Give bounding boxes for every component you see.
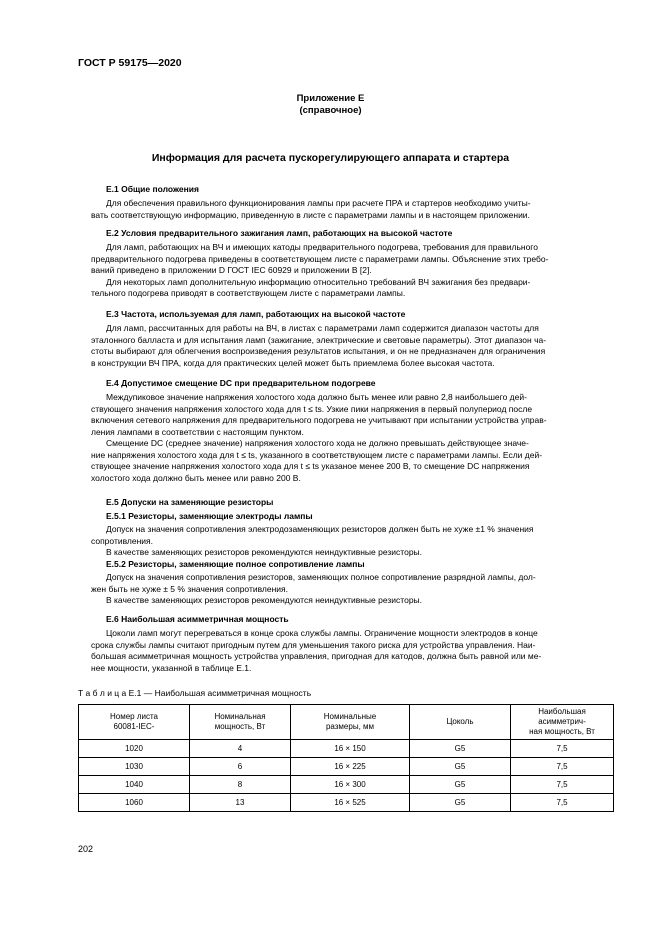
- header-line: Наибольшая асимметрич-: [538, 707, 586, 726]
- section-body-e2: [91, 242, 615, 300]
- section-body-e1: [91, 198, 615, 221]
- text-line: ние напряжения холостого хода для t ≤ ts, указанного в соответствующем листе с параметрами лампы. Если дей-: [91, 449, 543, 460]
- table-cell: 7,5: [511, 776, 614, 794]
- header-line: ная мощность, Вт: [529, 727, 595, 736]
- header-line: Номинальные: [323, 712, 377, 721]
- text-line: В качестве заменяющих резисторов рекомендуются неиндуктивные резисторы.: [106, 595, 423, 605]
- header-line: Цоколь: [446, 717, 474, 726]
- header-line: Номер листа: [109, 712, 158, 721]
- table-row: [79, 740, 614, 758]
- text-line: включения сетевого напряжения для предварительного подогрева не учитывают при испытании устройства управ-: [91, 415, 547, 425]
- main-title: Информация для расчета пускорегулирующего аппарата и стартера: [151, 152, 510, 164]
- text-line: Допуск на значения сопротивления резисторов, заменяющих полное сопротивление разрядной лампы, дол-: [106, 572, 536, 582]
- table-cell: 16 × 225: [291, 758, 410, 776]
- table-cell: 1040: [79, 776, 190, 794]
- column-header-sheet: [79, 705, 190, 740]
- text-line: Допуск на значения сопротивления электродозаменяющих резисторов должен быть не хуже ±1 % значения: [106, 524, 534, 534]
- table-cell: 4: [190, 740, 291, 758]
- column-header-size: [291, 705, 410, 740]
- text-line: ления лампами в соответствии с настоящим пунктом.: [91, 426, 304, 437]
- text-line: Междупиковое значение напряжения холостого хода должно быть менее или равно 2,8 наибольшего дей-: [106, 392, 527, 402]
- table-cell: 16 × 300: [291, 776, 410, 794]
- section-body-e6: [91, 628, 615, 674]
- column-header-max-power: [511, 705, 614, 740]
- section-heading-e6: Е.6 Наибольшая асимметричная мощность: [106, 614, 289, 624]
- table-cell: 1020: [79, 740, 190, 758]
- section-body-e52: [91, 572, 615, 607]
- text-line: Для некоторых ламп дополнительную информацию относительно требований ВЧ зажигания без предвари-: [106, 276, 531, 287]
- power-table: [78, 704, 614, 812]
- section-heading-e52: Е.5.2 Резисторы, заменяющие полное сопротивление лампы: [106, 559, 365, 569]
- text-line: тельного подогрева приводят в соответствующем листе с параметрами лампы.: [91, 288, 406, 298]
- text-line: сопротивления.: [91, 535, 153, 546]
- page-number: 202: [78, 844, 94, 854]
- section-heading-e4: Е.4 Допустимое смещение DC при предварительном подогреве: [106, 378, 376, 388]
- table-row: [79, 794, 614, 812]
- table-row: [79, 758, 614, 776]
- section-body-e3: [91, 323, 615, 369]
- header-line: Номинальная: [214, 712, 266, 721]
- table-cell: G5: [410, 776, 511, 794]
- table-cell: 8: [190, 776, 291, 794]
- section-heading-e51: Е.5.1 Резисторы, заменяющие электроды лампы: [106, 511, 313, 521]
- table-cell: G5: [410, 794, 511, 812]
- appendix-title: Приложение Е: [296, 93, 365, 104]
- section-body-e51: [91, 524, 615, 559]
- table-cell: 1060: [79, 794, 190, 812]
- text-line: стоты выбирают для облегчения воспроизведения результатов испытания, и он не предназначен для ограничения: [91, 346, 546, 356]
- text-line: предварительного подогрева приведены в соответствующем листе с параметрами лампы. Объяснение этих требо-: [91, 253, 549, 264]
- table-row: [79, 776, 614, 794]
- table-cell: G5: [410, 740, 511, 758]
- text-line: холостого хода должно быть менее или равно 200 В.: [91, 472, 301, 483]
- text-line: Для ламп, рассчитанных для работы на ВЧ, в листах с параметрами ламп содержится диапазон частоты для: [106, 323, 539, 333]
- table-cell: 1030: [79, 758, 190, 776]
- text-line: срока службы лампы считают пригодным путем для уменьшения такого риска для устройства управления. Наи-: [91, 639, 536, 650]
- header-line: 60081-IEC-: [113, 722, 155, 731]
- section-heading-e5: Е.5 Допуски на заменяющие резисторы: [106, 497, 274, 507]
- table-caption: Т а б л и ц а Е.1 — Наибольшая асимметричная мощность: [78, 688, 312, 698]
- table-cell: 16 × 150: [291, 740, 410, 758]
- text-line: эталонного балласта и для испытания ламп (зажигание, электрические и световые параметры). Этот диапазон ча-: [91, 334, 547, 345]
- table-cell: 16 × 525: [291, 794, 410, 812]
- text-line: Для ламп, работающих на ВЧ и имеющих катоды предварительного подогрева, требования для правильного: [106, 242, 538, 252]
- column-header-cap: [410, 705, 511, 740]
- text-line: В качестве заменяющих резисторов рекомендуются неиндуктивные резисторы.: [106, 547, 423, 557]
- table-cell: 7,5: [511, 758, 614, 776]
- table-cell: 6: [190, 758, 291, 776]
- column-header-power: [190, 705, 291, 740]
- table-cell: 7,5: [511, 740, 614, 758]
- text-line: жен быть не хуже ± 5 % значения сопротивления.: [91, 583, 289, 594]
- table-cell: G5: [410, 758, 511, 776]
- section-body-e4: [91, 392, 615, 484]
- document-header: ГОСТ Р 59175—2020: [78, 57, 182, 69]
- text-line: Смещение DC (среднее значение) напряжения холостого хода не должно превышать действующее значе-: [106, 438, 529, 448]
- section-heading-e3: Е.3 Частота, используемая для ламп, работающих на высокой частоте: [106, 309, 406, 319]
- text-line: в конструкции ВЧ ПРА, когда для практических целей может быть приемлема более высокая частота.: [91, 357, 495, 368]
- text-line: Цоколи ламп могут перегреваться в конце срока службы лампы. Ограничение мощности электродов в конце: [106, 628, 538, 638]
- section-heading-e2: Е.2 Условия предварительного зажигания ламп, работающих на высокой частоте: [106, 228, 453, 238]
- appendix-subtitle: (справочное): [299, 105, 362, 116]
- header-line: размеры, мм: [325, 722, 375, 731]
- text-line: вать соответствующую информацию, приведенную в листе с параметрами лампы и в настоящем приложении.: [91, 209, 530, 220]
- text-line: ствующее значение напряжения холостого хода для t ≤ ts указаное менее 200 В, то смещение DC напряжения: [91, 461, 530, 471]
- text-line: большая асимметричная мощность устройства управления, пригодная для катодов, должна быть равной или ме-: [91, 651, 542, 661]
- section-heading-e1: Е.1 Общие положения: [106, 184, 199, 194]
- header-line: мощность, Вт: [214, 722, 266, 731]
- table-cell: 7,5: [511, 794, 614, 812]
- text-line: ствующего значения напряжения холостого хода для t ≤ ts. Узкие пики напряжения в первый полупериод после: [91, 403, 533, 414]
- table-cell: 13: [190, 794, 291, 812]
- text-line: нее мощности, указанной в таблице Е.1.: [91, 662, 252, 673]
- text-line: ваний приведено в приложении D ГОСТ IEC 60929 и приложении В [2].: [91, 265, 372, 275]
- text-line: Для обеспечения правильного функционирования лампы при расчете ПРА и стартеров необходимо учиты-: [106, 198, 531, 208]
- table-header-row: [79, 705, 614, 740]
